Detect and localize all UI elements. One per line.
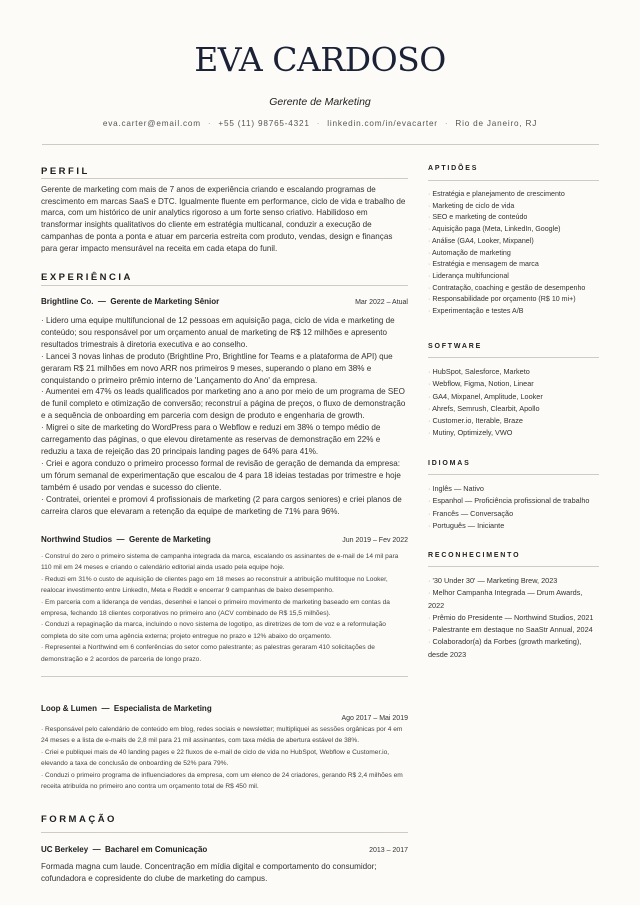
award-item: · Prêmio do Presidente — Northwind Studios, 2021 <box>428 612 599 624</box>
school-name: UC Berkeley <box>41 845 89 854</box>
separator-dot: · <box>444 119 449 128</box>
skills-list <box>428 189 599 318</box>
software-item: · GA4, Mixpanel, Amplitude, Looker <box>428 391 599 403</box>
skill-item: · Estratégia e planejamento de crescimento <box>428 189 599 201</box>
award-item: · Palestrante em destaque no SaaStr Annual, 2024 <box>428 624 599 636</box>
bullet-text: Em parceria com a liderança de vendas, desenhei e lancei o primeiro movimento de marketing baseado em contas da empresa, fechando 18 clientes corporativos no primeiro ano (ACV combinado de R$ 15,5 milhões). <box>41 598 390 618</box>
job-bullet: · Criei e publiquei mais de 40 landing pages e 22 fluxos de e-mail de ciclo de vida no HubSpot, Webflow e Customer.io, elevando a taxa de conclusão de onboarding de 52% para 79%. <box>41 748 390 768</box>
section-rule <box>41 285 408 286</box>
skill-item: · Aquisição paga (Meta, LinkedIn, Google) <box>428 224 599 236</box>
job-bullet: · Representei a Northwind em 6 conferências do setor como palestrante; as palestras geraram 410 solicitações de demonstração e 2 acordos de parceria de longo prazo. <box>41 644 375 663</box>
job-bullet: · Reduzi em 31% o custo de aquisição de clientes pago em 18 meses ao reconstruir a atribuição multitoque no Looker, realocar investimento entre LinkedIn, Meta e Reddit e encerrar 9 campanhas de baixo desempenho. <box>41 575 388 595</box>
education-description: Formada magna cum laude. Concentração em mídia digital e comportamento do consumidor; cofundadora e copresidente do clube de marketing do campus. <box>41 862 377 883</box>
education-header <box>41 845 408 854</box>
software-item: · Mutiny, Optimizely, VWO <box>428 427 599 439</box>
language-item: · Português — Iniciante <box>428 520 599 532</box>
job-bullets <box>41 315 408 517</box>
job-dates: Mar 2022 – Atual <box>355 299 408 306</box>
section-title-aptidoes: APTIDÕES <box>428 165 479 172</box>
bullet-text: Criei e agora conduzo o primeiro processo formal de revisão de geração de demanda da empresa: um fórum semanal de experimentação que escalou de 4 para 18 ideias testadas por trimestre e hoje também é usado por vendas e sucesso do cliente. <box>41 458 401 492</box>
section-title-software: SOFTWARE <box>428 343 483 350</box>
bullet-text: Criei e publiquei mais de 40 landing pages e 22 fluxos de e-mail de ciclo de vida no HubSpot, Webflow e Customer.io, elevando a taxa de conclusão de onboarding de 52% para 79%. <box>41 748 390 768</box>
phone-text: +55 (11) 98765-4321 <box>218 119 310 128</box>
skill-item: · Estratégia e mensagem de marca <box>428 259 599 271</box>
bullet-text: Construí do zero o primeiro sistema de campanha integrada da marca, escalando os assinantes de e-mail de 14 mil para 110 mil em 24 meses e criando o calendário editorial ainda usado pela equipe hoje. <box>41 553 399 572</box>
job-role: Gerente de Marketing Sênior <box>110 297 220 306</box>
section-title-reconhecimento: RECONHECIMENTO <box>428 552 521 559</box>
section-title-experiencia: EXPERIÊNCIA <box>41 272 133 283</box>
language-item: · Inglês — Nativo <box>428 483 599 495</box>
bullet-text: Representei a Northwind em 6 conferências do setor como palestrante; as palestras geraram 410 solicitações de demonstração e 2 acordos de parceria de longo prazo. <box>41 644 375 663</box>
section-rule <box>41 178 408 179</box>
section-rule <box>428 357 599 358</box>
section-rule <box>41 832 408 833</box>
education-dates: 2013 – 2017 <box>369 847 408 854</box>
job-role: Gerente de Marketing <box>129 535 211 544</box>
job-bullets <box>41 551 408 665</box>
edu-dash: — <box>88 845 106 854</box>
job-bullets <box>41 724 408 792</box>
software-item: · Ahrefs, Semrush, Clearbit, Apollo <box>428 403 599 415</box>
job-dash: — <box>93 297 111 306</box>
job-bullet: · Construí do zero o primeiro sistema de campanha integrada da marca, escalando os assinantes de e-mail de 14 mil para 110 mil em 24 meses e criando o calendário editorial ainda usado pela equipe hoje. <box>41 553 399 572</box>
contact-line <box>0 119 640 128</box>
degree-name: Bacharel em Comunicação <box>105 845 208 854</box>
bullet-text: Reduzi em 31% o custo de aquisição de clientes pago em 18 meses ao reconstruir a atribuição multitoque no Looker, realocar investimento entre LinkedIn, Meta e Reddit e encerrar 9 campanhas de baixo desempenho. <box>41 575 388 595</box>
software-item: · Customer.io, Iterable, Braze <box>428 415 599 427</box>
software-item: · Webflow, Figma, Notion, Linear <box>428 378 599 390</box>
job-bullet: · Criei e agora conduzo o primeiro processo formal de revisão de geração de demanda da empresa: um fórum semanal de experimentação que escalou de 4 para 18 ideias testadas por trimestre e hoje também é usado por vendas e sucesso do cliente. <box>41 458 401 492</box>
section-rule <box>428 474 599 475</box>
job-header <box>41 704 408 722</box>
section-rule <box>428 566 599 567</box>
awards-list <box>428 575 599 661</box>
job-header <box>41 297 408 306</box>
job-dash: — <box>97 704 114 713</box>
bullet-text: Contratei, orientei e promovi 4 profissionais de marketing (2 para cargos seniores) e criei planos de carreira claros que elevaram a retenção da equipe de marketing de 71% para 96%. <box>41 494 402 516</box>
languages-list <box>428 483 599 532</box>
bullet-text: Responsável pelo calendário de conteúdo em blog, redes sociais e newsletter; multipliquei as sessões orgânicas por 4 em 24 meses e a lista de e-mails de 2,8 mil para 21 mil assinantes, com taxa média de abertura estável de 38%. <box>41 726 403 745</box>
job-bullet: · Responsável pelo calendário de conteúdo em blog, redes sociais e newsletter; multipliquei as sessões orgânicas por 4 em 24 meses e a lista de e-mails de 2,8 mil para 21 mil assinantes, com taxa média de abertura estável de 38%. <box>41 726 403 745</box>
software-item: · HubSpot, Salesforce, Marketo <box>428 366 599 378</box>
skill-item: · Experimentação e testes A/B <box>428 306 599 318</box>
job-dates: Ago 2017 – Mai 2019 <box>341 715 408 722</box>
section-title-formacao: FORMAÇÃO <box>41 814 117 825</box>
award-item: · Colaborador(a) da Forbes (growth marketing), desde 2023 <box>428 636 599 661</box>
job-role: Especialista de Marketing <box>113 704 212 713</box>
skill-item: · Automação de marketing <box>428 248 599 260</box>
software-list <box>428 366 599 440</box>
skill-item: · Marketing de ciclo de vida <box>428 201 599 213</box>
job-bullet: · Contratei, orientei e promovi 4 profissionais de marketing (2 para cargos seniores) e criei planos de carreira claros que elevaram a retenção da equipe de marketing de 71% para 96%. <box>41 494 402 516</box>
skill-item: · Análise (GA4, Looker, Mixpanel) <box>428 236 599 248</box>
award-item: · '30 Under 30' — Marketing Brew, 2023 <box>428 575 599 587</box>
job-bullet: · Em parceria com a liderança de vendas, desenhei e lancei o primeiro movimento de marketing baseado em contas da empresa, fechando 18 clientes corporativos no primeiro ano (ACV combinado de R$ 15,5 milhões). <box>41 598 390 618</box>
skill-item: · Contratação, coaching e gestão de desempenho <box>428 283 599 295</box>
skill-item: · SEO e marketing de conteúdo <box>428 212 599 224</box>
location-text: Rio de Janeiro, RJ <box>455 119 538 128</box>
bullet-text: Aumentei em 47% os leads qualificados por marketing ano a ano por meio de um programa de SEO de funil completo e otimização de conversão; reconstruí a página de preços, o fluxo de demonstração e a sequência de onboarding em parceria com design de produto e engenharia de growth. <box>41 387 406 421</box>
bullet-text: Lancei 3 novas linhas de produto (Brightline Pro, Brightline for Teams e a plataforma de API) que geraram R$ 21 milhões em novo ARR nos primeiros 9 meses, superando o plano em 38% e conquistando o primeiro prêmio interno de 'Lançamento do Ano' da empresa. <box>41 351 393 385</box>
job-header <box>41 535 408 544</box>
job-bullet: · Conduzi a repaginação da marca, incluindo o novo sistema de logotipo, as diretrizes de tom de voz e a reformulação completa do site com uma agência externa; projeto entregue no prazo e 12% abaixo do orçamento. <box>41 621 386 640</box>
job-company: Brightline Co. <box>41 297 94 306</box>
job-bullet: · Conduzi o primeiro programa de influenciadores da empresa, com um elenco de 24 criadores, gerando R$ 2,4 milhões em receita atribuída no primeiro ano contra um orçamento total de R$ 450 mil. <box>41 771 403 791</box>
job-bullet: · Lidero uma equipe multifuncional de 12 pessoas em aquisição paga, ciclo de vida e marketing de conteúdo; sou responsável por um orçamento anual de marketing de R$ 12 milhões e apresento resultados trimestrais à diretoria executiva e ao conselho. <box>41 316 395 349</box>
skill-item: · Responsabilidade por orçamento (R$ 10 mi+) <box>428 294 599 306</box>
job-bullet: · Lancei 3 novas linhas de produto (Brightline Pro, Brightline for Teams e a plataforma de API) que geraram R$ 21 milhões em novo ARR nos primeiros 9 meses, superando o plano em 38% e conquistando o primeiro prêmio interno de 'Lançamento do Ano' da empresa. <box>41 351 393 385</box>
job-bullet: · Aumentei em 47% os leads qualificados por marketing ano a ano por meio de um programa de SEO de funil completo e otimização de conversão; reconstruí a página de preços, o fluxo de demonstração e a sequência de onboarding em parceria com design de produto e engenharia de growth. <box>41 387 406 421</box>
bullet-text: Conduzi o primeiro programa de influenciadores da empresa, com um elenco de 24 criadores, gerando R$ 2,4 milhões em receita atribuída no primeiro ano contra um orçamento total de R$ 450 mil. <box>41 771 403 791</box>
separator-dot: · <box>207 119 212 128</box>
job-dates: Jun 2019 – Fev 2022 <box>342 537 408 544</box>
section-title-idiomas: IDIOMAS <box>428 460 471 467</box>
bullet-text: Conduzi a repaginação da marca, incluindo o novo sistema de logotipo, as diretrizes de tom de voz e a reformulação completa do site com uma agência externa; projeto entregue no prazo e 12% abaixo do orçamento. <box>41 621 386 640</box>
bullet-text: Lidero uma equipe multifuncional de 12 pessoas em aquisição paga, ciclo de vida e marketing de conteúdo; sou responsável por um orçamento anual de marketing de R$ 12 milhões e apresento resultados trimestrais à diretoria executiva e ao conselho. <box>41 316 395 349</box>
bullet-text: Migrei o site de marketing do WordPress para o Webflow e reduzi em 38% o tempo médio de carregamento das páginas, o que elevou diretamente as reservas de demonstração em 22% e reduziu a taxa de rejeição das 20 principais landing pages de 64% para 41%. <box>41 423 381 456</box>
award-item: · Melhor Campanha Integrada — Drum Awards, 2022 <box>428 587 599 612</box>
job-company: Northwind Studios <box>41 535 113 544</box>
candidate-name: EVA CARDOSO <box>194 40 446 79</box>
profile-summary: Gerente de marketing com mais de 7 anos de experiência criando e escalando programas de crescimento em marcas SaaS e DTC. Igualmente fluente em performance, ciclo de vida e trabalho de marca, com um histórico de unir analytics rigoroso a um forte senso criativo. Habilidoso em transformar insights qualitativos do cliente em estratégia multicanal, conduzir a execução de campanhas de ponta a ponta e atuar em parceria estreita com produto, vendas, design e finanças para gerar impacto mensurável na receita em cada etapa do funil. <box>41 185 406 253</box>
job-bullet: · Migrei o site de marketing do WordPress para o Webflow e reduzi em 38% o tempo médio de carregamento das páginas, o que elevou diretamente as reservas de demonstração em 22% e reduziu a taxa de rejeição das 20 principais landing pages de 64% para 41%. <box>41 423 381 456</box>
separator-dot: · <box>316 119 321 128</box>
header-divider <box>42 144 599 145</box>
skill-item: · Liderança multifuncional <box>428 271 599 283</box>
job-company: Loop & Lumen <box>41 704 97 713</box>
language-item: · Francês — Conversação <box>428 508 599 520</box>
job-divider <box>41 676 408 677</box>
section-title-perfil: PERFIL <box>41 166 90 177</box>
job-dash: — <box>112 535 129 544</box>
linkedin-text: linkedin.com/in/evacarter <box>327 119 438 128</box>
section-rule <box>428 180 599 181</box>
candidate-title: Gerente de Marketing <box>269 96 371 108</box>
language-item: · Espanhol — Proficiência profissional de trabalho <box>428 495 599 507</box>
email-text: eva.carter@email.com <box>102 119 201 128</box>
